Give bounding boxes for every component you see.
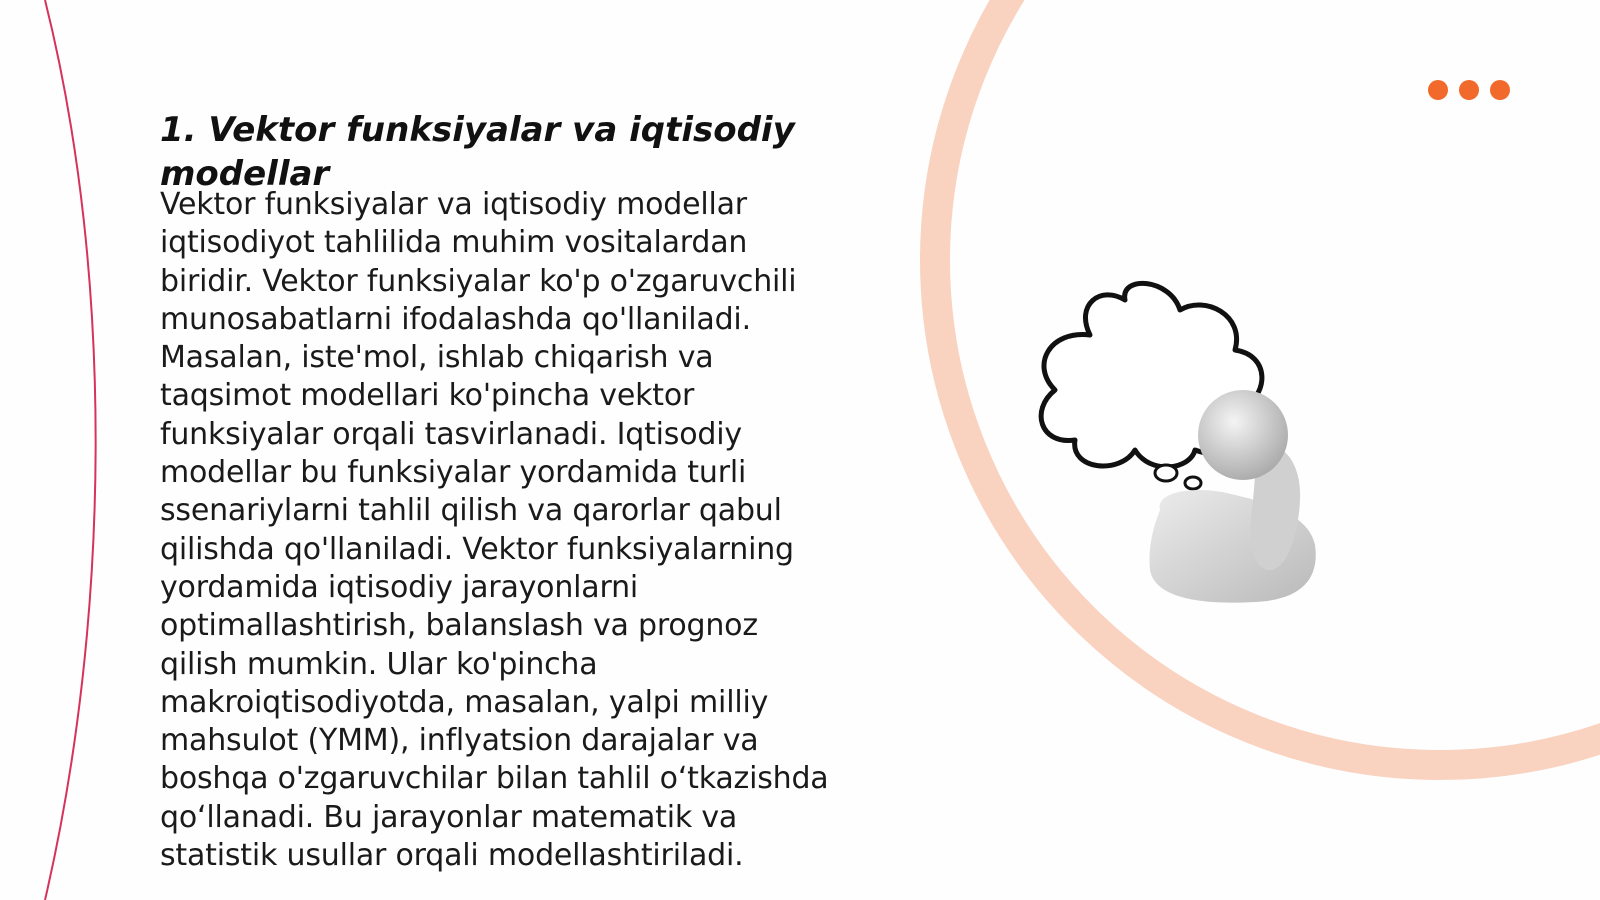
slide-title: 1. Vektor funksiyalar va iqtisodiy modellar — [160, 110, 795, 194]
thinking-person-illustration — [1030, 270, 1350, 615]
more-dots-icon — [1428, 80, 1510, 100]
left-arc-line — [45, 0, 96, 900]
dot — [1490, 80, 1510, 100]
person-head — [1198, 390, 1288, 480]
thought-bubble-dot — [1155, 465, 1177, 481]
thought-bubble-dot — [1185, 477, 1201, 489]
dot — [1428, 80, 1448, 100]
slide-body-text: Vektor funksiyalar va iqtisodiy modellar iqtisodiyot tahlilida muhim vositalardan biridir. Vektor funksiyalar ko'p o'zgaruvchili munosabatlarni ifodalashda qo'llaniladi. Masalan, iste'mol, ishlab chiqarish va taqsimot modellari ko'pincha vektor funksiyalar orqali tasvirlanadi. Iqtisodiy modellar bu funksiyalar yordamida turli ssenariylarni tahlil qilish va qarorlar qabul qilishda qo'llaniladi. Vektor funksiyalarning yordamida iqtisodiy jarayonlarni optimallashtirish, balanslash va prognoz qilish mumkin. Ular ko'pincha makroiqtisodiyotda, masalan, yalpi milliy mahsulot (YMM), inflyatsion darajalar va boshqa o'zgaruvchilar bilan tahlil o‘tkazishda qo‘llanadi. Bu jarayonlar matematik va statistik usullar orqali modellashtiriladi. — [160, 187, 829, 874]
dot — [1459, 80, 1479, 100]
